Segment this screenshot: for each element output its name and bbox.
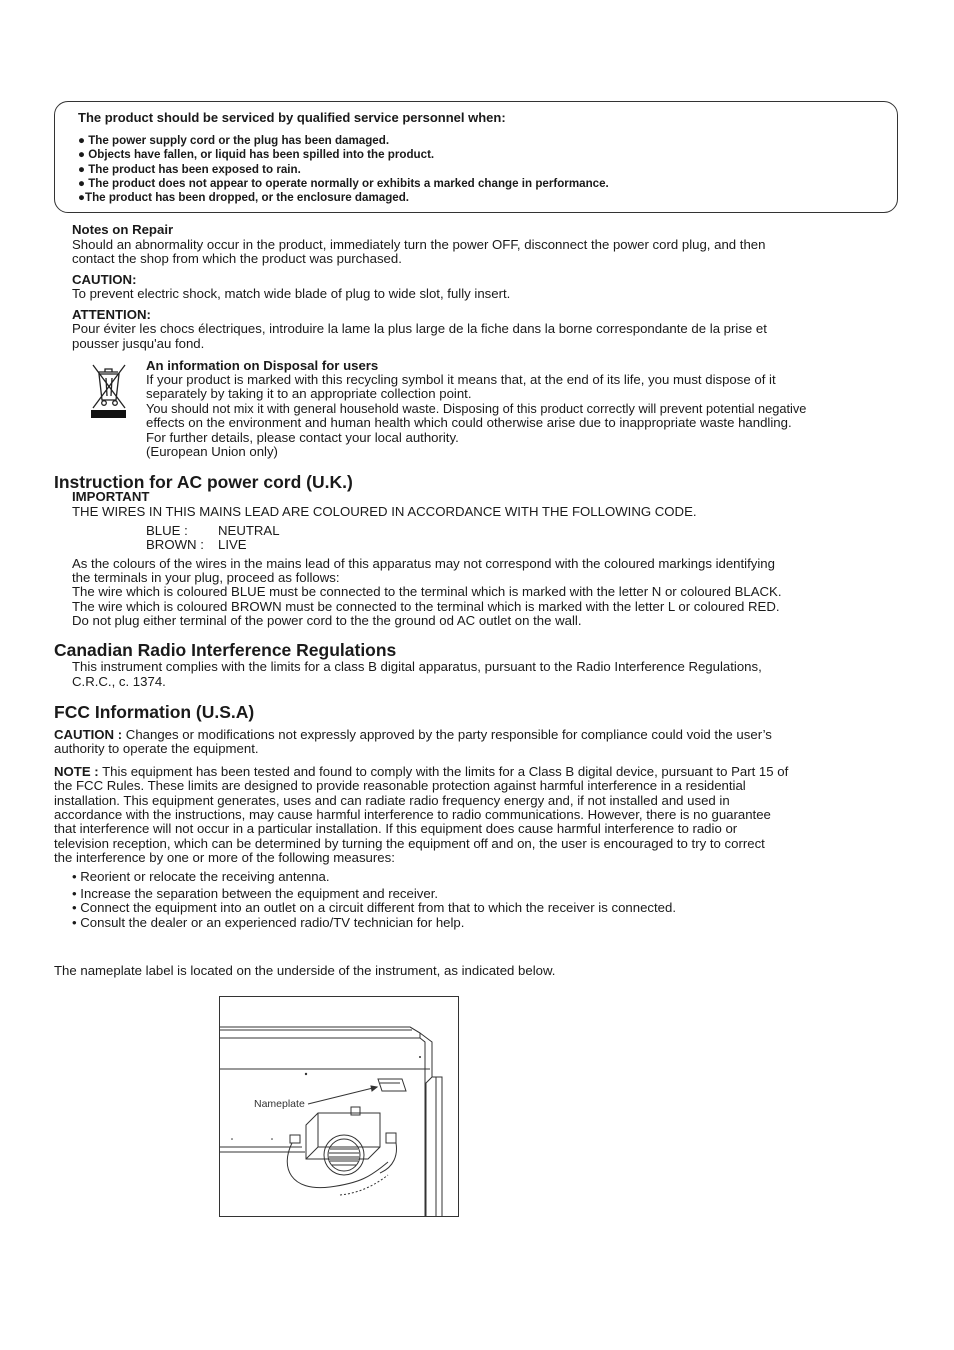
uk-para-line: the terminals in your plug, proceed as follows: xyxy=(72,570,340,585)
repair-text: Should an abnormality occur in the product, immediately turn the power OFF, disconnect the power cord plug, and then xyxy=(72,237,766,252)
disposal-heading: An information on Disposal for users xyxy=(146,358,379,373)
canada-section-heading: Canadian Radio Interference Regulations xyxy=(54,640,397,660)
attention-heading: ATTENTION: xyxy=(72,307,151,322)
uk-para-line: The wire which is coloured BROWN must be connected to the terminal which is marked with the letter L or coloured RED. xyxy=(72,599,780,614)
uk-important: IMPORTANT xyxy=(72,489,150,504)
caution-heading: CAUTION: xyxy=(72,272,137,287)
fcc-measure: • Increase the separation between the equipment and receiver. xyxy=(72,886,439,901)
disposal-text: You should not mix it with general household waste. Disposing of this product correctly will prevent potential negative xyxy=(146,401,807,416)
caution-text: To prevent electric shock, match wide blade of plug to wide slot, fully insert. xyxy=(72,286,511,301)
fcc-measure: • Consult the dealer or an experienced radio/TV technician for help. xyxy=(72,915,465,930)
fcc-note-label: NOTE : xyxy=(54,764,99,779)
uk-para-line: The wire which is coloured BLUE must be connected to the terminal which is marked with the letter N or coloured BLACK. xyxy=(72,584,782,599)
repair-text: contact the shop from which the product was purchased. xyxy=(72,251,402,266)
service-item: ● The product does not appear to operate normally or exhibits a marked change in performance. xyxy=(78,177,609,190)
attention-text: Pour éviter les chocs électriques, introduire la lame la plus large de la fiche dans la borne correspondante de la prise et xyxy=(72,321,767,336)
uk-para-line: As the colours of the wires in the mains lead of this apparatus may not correspond with the coloured markings identifying xyxy=(72,556,775,571)
canada-text: This instrument complies with the limits for a class B digital apparatus, pursuant to the Radio Interference Regulations, xyxy=(72,659,762,674)
fcc-caution-text: Changes or modifications not expressly approved by the party responsible for compliance could void the user’s xyxy=(122,727,772,742)
service-item: ● Objects have fallen, or liquid has been spilled into the product. xyxy=(78,148,435,161)
uk-wires-line: THE WIRES IN THIS MAINS LEAD ARE COLOURED IN ACCORDANCE WITH THE FOLLOWING CODE. xyxy=(72,504,697,519)
fcc-caution-text: authority to operate the equipment. xyxy=(54,741,259,756)
disposal-text: If your product is marked with this recycling symbol it means that, at the end of its life, you must dispose of it xyxy=(146,372,776,387)
uk-brown-value: LIVE xyxy=(218,537,247,552)
fcc-caution-label: CAUTION : xyxy=(54,727,123,742)
service-box-title: The product should be serviced by qualified service personnel when: xyxy=(78,110,506,125)
fcc-note-text: television reception, which can be determined by turning the equipment off and on, the user is encouraged to try to correct xyxy=(54,836,765,851)
nameplate-text: The nameplate label is located on the underside of the instrument, as indicated below. xyxy=(54,963,556,978)
uk-brown-label: BROWN : xyxy=(146,537,204,552)
disposal-text: For further details, please contact your local authority. xyxy=(146,430,459,445)
nameplate-figure-label: Nameplate xyxy=(254,1098,305,1110)
fcc-note-text: the interference by one or more of the following measures: xyxy=(54,850,395,865)
fcc-measure: • Connect the equipment into an outlet on a circuit different from that to which the receiver is connected. xyxy=(72,900,677,915)
fcc-section-heading: FCC Information (U.S.A) xyxy=(54,702,255,722)
uk-blue-value: NEUTRAL xyxy=(218,523,280,538)
fcc-note-text: the FCC Rules. These limits are designed to provide reasonable protection against harmful interference in a residential xyxy=(54,778,746,793)
uk-para-line: Do not plug either terminal of the power cord to the the ground od AC outlet on the wall. xyxy=(72,613,582,628)
fcc-note-text: accordance with the instructions, may cause harmful interference to radio communications. However, there is no guarantee xyxy=(54,807,771,822)
disposal-text: (European Union only) xyxy=(146,444,278,459)
fcc-note-text: that interference will not occur in a particular installation. If this equipment does cause harmful interference to radio or xyxy=(54,821,738,836)
fcc-note-text: This equipment has been tested and found to comply with the limits for a Class B digital device, pursuant to Part 15 of xyxy=(98,764,789,779)
service-item: ● The product has been exposed to rain. xyxy=(78,163,301,176)
service-item: ●The product has been dropped, or the enclosure damaged. xyxy=(78,191,410,204)
canada-text: C.R.C., c. 1374. xyxy=(72,674,166,689)
repair-heading: Notes on Repair xyxy=(72,222,174,237)
uk-section-heading: Instruction for AC power cord (U.K.) xyxy=(54,472,353,492)
disposal-text: separately by taking it to an appropriate collection point. xyxy=(146,386,472,401)
attention-text: pousser jusqu'au fond. xyxy=(72,336,205,351)
service-item: ● The power supply cord or the plug has been damaged. xyxy=(78,134,390,147)
crossed-out-wheelie-bin-icon xyxy=(88,360,130,422)
uk-blue-label: BLUE : xyxy=(146,523,188,538)
fcc-note-text: installation. This equipment generates, uses and can radiate radio frequency energy and, if not installed and used in xyxy=(54,793,730,808)
nameplate-figure xyxy=(219,996,459,1217)
disposal-text: effects on the environment and human health which could otherwise arise due to inappropriate waste handling. xyxy=(146,415,792,430)
fcc-measure: • Reorient or relocate the receiving antenna. xyxy=(72,869,330,884)
